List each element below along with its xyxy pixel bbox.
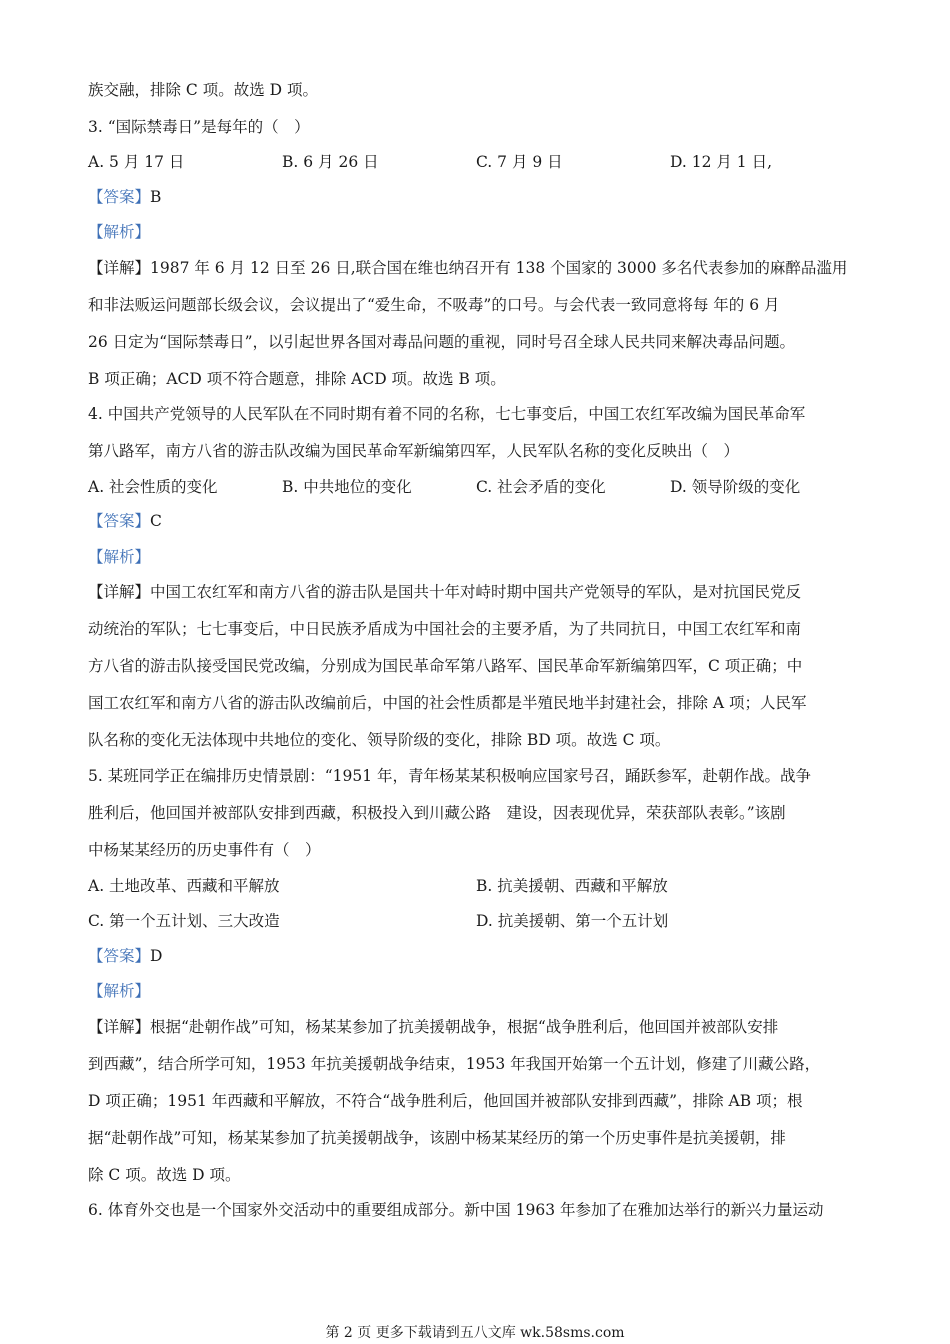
q4-option-c: C. 社会矛盾的变化 — [476, 478, 606, 496]
q5-analysis-tag: 【解析】 — [88, 982, 151, 1000]
q3-detail-line: 和非法贩运问题部长级会议，会议提出了“爱生命，不吸毒”的口号。与会代表一致同意将每 年的 6 月 — [88, 296, 780, 314]
question-4-stem: 4. 中国共产党领导的人民军队在不同时期有着不同的名称，七七事变后，中国工农红军改编为国民革命军 — [88, 405, 806, 423]
answer-tag: 【答案】 — [88, 188, 151, 206]
answer-tag: 【答案】 — [88, 512, 151, 530]
question-6-stem: 6. 体育外交也是一个国家外交活动中的重要组成部分。新中国 1963 年参加了在雅加达举行的新兴力量运动 — [88, 1201, 824, 1219]
q3-option-c: C. 7 月 9 日 — [476, 153, 563, 171]
q3-answer — [88, 187, 868, 207]
question-5-stem: 中杨某某经历的历史事件有（ ） — [88, 841, 321, 859]
q5-option-d: D. 抗美援朝、第一个五计划 — [476, 912, 669, 930]
question-3-stem: 3. “国际禁毒日”是每年的（ ） — [88, 118, 310, 136]
q3-option-b: B. 6 月 26 日 — [282, 153, 379, 171]
q5-option-a: A. 土地改革、西藏和平解放 — [88, 877, 280, 895]
q4-detail-line: 国工农红军和南方八省的游击队改编前后，中国的社会性质都是半殖民地半封建社会，排除 A 项；人民军 — [88, 694, 807, 712]
q4-analysis-tag: 【解析】 — [88, 548, 151, 566]
page-footer: 第 2 页 更多下载请到五八文库 wk.58sms.com — [325, 1325, 625, 1341]
q3-option-d: D. 12 月 1 日, — [670, 153, 773, 171]
q5-answer — [88, 946, 868, 966]
q4-detail-line: 【详解】中国工农红军和南方八省的游击队是国共十年对峙时期中国共产党领导的军队，是对抗国民党反 — [88, 583, 802, 601]
q3-detail-line: B 项正确；ACD 项不符合题意，排除 ACD 项。故选 B 项。 — [88, 370, 506, 388]
q5-detail-line: D 项正确；1951 年西藏和平解放，不符合“战争胜利后，他回国并被部队安排到西藏”，排除 AB 项；根 — [88, 1092, 803, 1110]
q4-answer — [88, 511, 868, 531]
q3-detail-line: 26 日定为“国际禁毒日”，以引起世界各国对毒品问题的重视，同时号召全球人民共同来解决毒品问题。 — [88, 333, 796, 351]
q5-detail-line: 【详解】根据“赴朝作战”可知，杨某某参加了抗美援朝战争，根据“战争胜利后，他回国并被部队安排 — [88, 1018, 779, 1036]
q4-option-a: A. 社会性质的变化 — [88, 478, 218, 496]
q5-detail-line: 据“赴朝作战”可知，杨某某参加了抗美援朝战争，该剧中杨某某经历的第一个历史事件是抗美援朝，排 — [88, 1129, 786, 1147]
q5-detail-line: 除 C 项。故选 D 项。 — [88, 1166, 241, 1184]
answer-value: C — [150, 512, 162, 530]
question-5-stem: 胜利后，他回国并被部队安排到西藏，积极投入到川藏公路 建设，因表现优异，荣获部队表彰。”该剧 — [88, 804, 786, 822]
q4-option-b: B. 中共地位的变化 — [282, 478, 412, 496]
answer-value: B — [150, 188, 162, 206]
q5-detail-line: 到西藏”，结合所学可知，1953 年抗美援朝战争结束，1953 年我国开始第一个五计划，修建了川藏公路， — [88, 1055, 821, 1073]
answer-value: D — [150, 947, 163, 965]
q5-option-b: B. 抗美援朝、西藏和平解放 — [476, 877, 668, 895]
question-5-stem: 5. 某班同学正在编排历史情景剧：“1951 年，青年杨某某积极响应国家号召，踊跃参军，赴朝作战。战争 — [88, 767, 812, 785]
answer-tag: 【答案】 — [88, 947, 151, 965]
q4-option-d: D. 领导阶级的变化 — [670, 478, 801, 496]
q4-detail-line: 动统治的军队；七七事变后，中日民族矛盾成为中国社会的主要矛盾，为了共同抗日，中国工农红军和南 — [88, 620, 802, 638]
question-4-stem: 第八路军，南方八省的游击队改编为国民革命军新编第四军，人民军队名称的变化反映出（ ） — [88, 442, 740, 460]
q3-option-a: A. 5 月 17 日 — [88, 153, 185, 171]
q4-detail-line: 队名称的变化无法体现中共地位的变化、领导阶级的变化，排除 BD 项。故选 C 项。 — [88, 731, 671, 749]
q3-analysis-tag: 【解析】 — [88, 223, 151, 241]
q3-detail-line: 【详解】1987 年 6 月 12 日至 26 日,联合国在维也纳召开有 138 个国家的 3000 多名代表参加的麻醉品滥用 — [88, 259, 848, 277]
q4-detail-line: 方八省的游击队接受国民党改编，分别成为国民革命军第八路军、国民革命军新编第四军，C 项正确；中 — [88, 657, 803, 675]
q5-option-c: C. 第一个五计划、三大改造 — [88, 912, 280, 930]
paragraph-line: 族交融，排除 C 项。故选 D 项。 — [88, 81, 318, 99]
